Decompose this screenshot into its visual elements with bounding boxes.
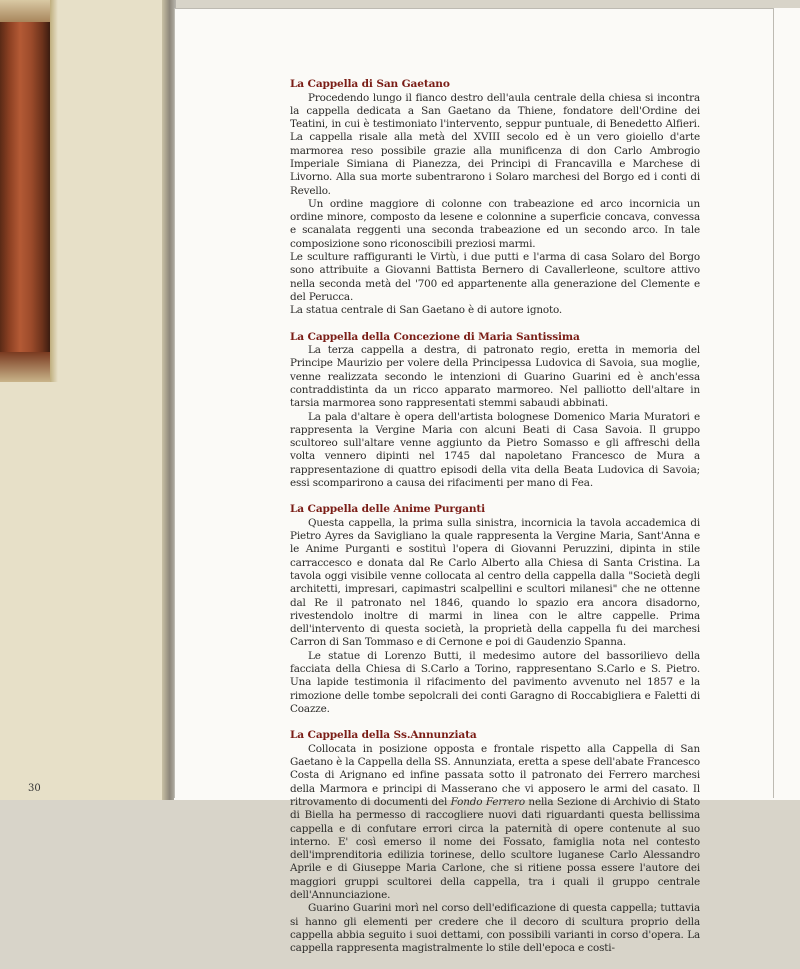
paragraph: Guarino Guarini morì nel corso dell'edificazione di questa cappella; tuttavia si hanno gli elementi per credere che il decoro di scultura proprio della cappella abbia seguito i suoi dettami, con possibili varianti in corso d'opera. La cappella rappresenta magistralmente lo stile dell'epoca e costi- xyxy=(290,902,700,955)
paragraph: Le sculture raffiguranti le Virtù, i due putti e l'arma di casa Solaro del Borgo sono attribuite a Giovanni Battista Bernero di Cavallerleone, scultore attivo nella seconda metà del '700 ed appartenente alla generazione del Clemente e del Perucca. xyxy=(290,251,700,303)
section-title: La Cappella di San Gaetano xyxy=(290,78,450,90)
section-title: La Cappella della Concezione di Maria Santissima xyxy=(290,330,580,343)
paragraph-text: Collocata in posizione opposta e frontale rispetto alla Cappella di San Gaetano è la Cappella della SS. Annunziata, eretta a spese dell'abate Francesco Costa di Arignano ed infine passata sotto il patronato dei Ferrero marchesi della Marmora e principi di Masserano che vi apposero le armi del casato. Il ritrovamento di documenti del xyxy=(290,742,700,808)
marble-column-photo xyxy=(0,0,50,382)
paragraph: La statua centrale di San Gaetano è di autore ignoto. xyxy=(290,304,563,317)
section-anime-purganti xyxy=(290,503,700,716)
paragraph: Questa cappella, la prima sulla sinistra, incornicia la tavola accademica di Pietro Ayres da Savigliano la quale rappresenta la Vergine Maria, Sant'Anna e le Anime Purganti e sostituì l'opera di Giovanni Peruzzini, dipinta in stile carraccesco e donata dal Re Carlo Alberto alla Chiesa di Santa Cristina. La tavola oggi visibile venne collocata al centro della cappella dalla "Società degli architetti, impresari, capimastri scalpellini e scultori milanesi" che ne ottenne dal Re il patronato nel 1846, quando lo spazio era ancora disadorno, rivestendolo inoltre di marmi in linea con le altre cappelle. Prima dell'intervento di questa società, la proprietà della cappella fu dei marchesi Carron di San Tommaso e di Cernone e poi di Gaudenzio Spanna. xyxy=(290,516,700,649)
left-facing-page xyxy=(0,0,172,800)
paragraph-text: nella Sezione di Archivio di Stato di Biella ha permesso di raccogliere nuovi dati riguardanti questa bellissima cappella e di confutare errori circa la paternità di opere contenute al suo interno. E' così emerso il nome dei Fossato, famiglia nota nel contesto dell'imprenditoria edilizia torinese, dello scultore luganese Carlo Alessandro Aprile e di Giuseppe Maria Carlone, che si ritiene possa essere l'autore dei maggiori gruppi scultorei della cappella, tra i quali il gruppo centrale dell'Annunciazione. xyxy=(290,795,700,902)
section-concezione xyxy=(290,331,700,491)
section-san-gaetano xyxy=(290,78,700,318)
paragraph: Le statue di Lorenzo Butti, il medesimo autore del bassorilievo della facciata della Chiesa di S.Carlo a Torino, rappresentano S.Carlo e S. Pietro. Una lapide testimonia il rifacimento del pavimento avvenuto nel 1857 e la rimozione delle tombe sepolcrali dei conti Garagno di Roccabigliera e Faletti di Coazze. xyxy=(290,649,700,715)
text-block xyxy=(290,78,700,969)
section-title: La Cappella della Ss.Annunziata xyxy=(290,729,477,742)
section-annunziata xyxy=(290,729,700,955)
section-title: La Cappella delle Anime Purganti xyxy=(290,503,486,516)
paragraph xyxy=(290,743,700,903)
right-page xyxy=(174,8,800,955)
photo-edge xyxy=(50,0,58,382)
paragraph: Un ordine maggiore di colonne con trabeazione ed arco incornicia un ordine minore, composto da lesene e colonnine a superficie concava, convessa e scanalata reggenti una seconda trabeazione ed un secondo arco. In tale composizione sono riconoscibili preziosi marmi. xyxy=(290,197,700,250)
paragraph: La pala d'altare è opera dell'artista bolognese Domenico Maria Muratori e rappresenta la Vergine Maria con alcuni Beati di Casa Savoia. Il gruppo scultoreo sull'altare venne aggiunto da Pietro Somasso e gli affreschi della volta vennero dipinti nel 1745 dal napoletano Francesco de Mura a rappresentazione di quattro episodi della vita della Beata Ludovica di Savoia; essi scomparirono a causa dei rifacimenti per mano di Fea. xyxy=(290,410,700,490)
italic-term: Fondo Ferrero xyxy=(450,795,525,808)
paragraph: La terza cappella a destra, di patronato regio, eretta in memoria del Principe Maurizio per volere della Principessa Ludovica di Savoia, sua moglie, venne realizzata secondo le intenzioni di Guarino Guarini ed è anch'essa contraddistinta da un ricco apparato marmoreo. Nel palliotto dell'altare in tarsia marmorea sono rappresentati stemmi sabaudi abbinati. xyxy=(290,344,700,410)
paragraph: Procedendo lungo il fianco destro dell'aula centrale della chiesa si incontra la cappella dedicata a San Gaetano da Thiene, fondatore dell'Ordine dei Teatini, in cui è testimoniato l'intervento, seppur puntuale, di Benedetto Alfieri. La cappella risale alla metà del XVIII secolo ed è un vero gioiello d'arte marmorea reso possibile grazie alla munificenza di don Carlo Ambrogio Imperiale Simiana di Pianezza, dei Principi di Francavilla e Marchese di Livorno. Alla sua morte subentrarono i Solaro marchesi del Borgo ed i conti di Revello. xyxy=(290,91,700,197)
page-number: 30 xyxy=(28,783,41,794)
